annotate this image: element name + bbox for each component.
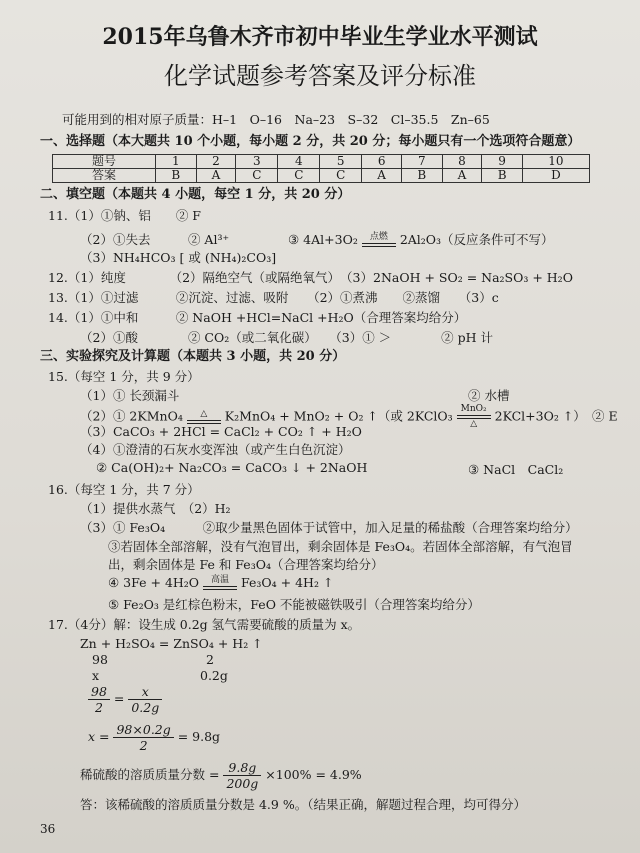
question-number-cell: 5 xyxy=(320,155,362,169)
answer-cell: A xyxy=(362,169,402,183)
page-subtitle: 化学试题参考答案及评分标准 xyxy=(164,62,476,90)
q11-2a: （2）①失去 ② Al³⁺ xyxy=(80,232,230,247)
denominator: 2 xyxy=(139,738,148,753)
fraction-solve xyxy=(113,722,173,753)
q15-1b: ② 水槽 xyxy=(468,388,510,403)
q11-1: 11.（1）①钠、铝 ② F xyxy=(48,208,201,223)
q15-4a: （4）①澄清的石灰水变浑浊（或产生白色沉淀） xyxy=(80,442,351,457)
q15-4c: ③ NaCl CaCl₂ xyxy=(468,462,564,477)
answer-cell: B xyxy=(482,169,522,183)
q15-2a: （2）① 2KMnO₄ xyxy=(80,408,183,424)
question-number-cell: 3 xyxy=(236,155,278,169)
page-title: 2015年乌鲁木齐市初中毕业生学业水平测试 xyxy=(102,24,538,50)
question-number-cell: 9 xyxy=(482,155,522,169)
question-number-cell: 4 xyxy=(278,155,320,169)
x-result: = 9.8g xyxy=(177,729,221,744)
reaction-condition xyxy=(187,410,221,425)
answer-table xyxy=(52,154,590,183)
q17-proportion: $\frac{98}{2}$ = $\frac{x}{0.2g}$ xyxy=(88,684,162,715)
condition-heat: △ xyxy=(470,419,478,429)
q17-98: 98 xyxy=(92,652,108,667)
denominator: 0.2g xyxy=(131,700,160,715)
question-number-cell: 10 xyxy=(522,155,589,169)
q16-head: 16.（每空 1 分，共 7 分） xyxy=(48,482,200,497)
q12: 12.（1）纯度 （2）隔绝空气（或隔绝氧气） （3）2NaOH + SO₂ = Na₂SO₃ + H₂O xyxy=(48,270,573,285)
question-number-cell: 7 xyxy=(402,155,442,169)
reaction-condition xyxy=(203,576,237,591)
denominator: 2 xyxy=(94,700,103,715)
answer-cell: D xyxy=(522,169,589,183)
condition-label: 点燃 xyxy=(369,232,388,242)
q17-solve xyxy=(88,722,220,753)
condition-label: 高温 xyxy=(211,575,230,585)
q15-2c: 2KCl+3O₂ ↑） ② E xyxy=(494,408,618,424)
q14-1: 14.（1）①中和 ② NaOH +HCl=NaCl +H₂O（合理答案均给分） xyxy=(48,310,467,325)
fraction-98-2 xyxy=(88,684,110,715)
q11-3: （3）NH₄HCO₃ [ 或 (NH₄)₂CO₃] xyxy=(80,250,277,265)
q11-2c: 2Al₂O₃（反应条件可不写） xyxy=(399,232,554,247)
q11-2b: ③ 4Al+3O₂ xyxy=(288,232,358,247)
row-label-answer: 答案 xyxy=(53,169,156,183)
q11-2-equation xyxy=(288,232,554,248)
q17-head: 17.（4分）解：设生成 0.2g 氢气需要硫酸的质量为 x。 xyxy=(48,617,361,632)
answer-cell: C xyxy=(278,169,320,183)
reaction-condition xyxy=(362,233,396,248)
row-label-number: 题号 xyxy=(53,155,156,169)
q14-2: （2）①酸 ② CO₂（或二氧化碳） （3）① ＞ ② pH 计 xyxy=(80,330,494,345)
question-number-cell: 2 xyxy=(196,155,236,169)
x-equals: x = xyxy=(88,729,110,744)
answer-cell: A xyxy=(442,169,482,183)
q15-1a: （1）① 长颈漏斗 xyxy=(80,388,180,403)
q15-3: （3）CaCO₃ + 2HCl = CaCl₂ + CO₂ ↑ + H₂O xyxy=(80,424,362,439)
numerator: 98×0.2g xyxy=(113,722,173,738)
q16-1: （1）提供水蒸气 （2）H₂ xyxy=(80,501,231,516)
numerator: x xyxy=(128,684,162,700)
q17-answer: 答：该稀硫酸的溶质质量分数是 4.9 %。（结果正确，解题过程合理，均可得分） xyxy=(80,797,526,812)
condition-catalyst: MnO₂ xyxy=(460,404,487,414)
answer-cell: C xyxy=(320,169,362,183)
atomic-masses: 可能用到的相对原子质量：H–1 O–16 Na–23 S–32 Cl–35.5 Zn–65 xyxy=(62,112,490,127)
section2-heading: 二、填空题（本题共 4 小题，每空 1 分，共 20 分） xyxy=(40,187,351,202)
numerator: 9.8g xyxy=(223,760,261,776)
page-number: 36 xyxy=(40,822,56,836)
q16-3a: （3）① Fe₃O₄ ②取少量黑色固体于试管中，加入足量的稀盐酸（合理答案均给分） xyxy=(80,520,578,535)
q15-head: 15.（每空 1 分，共 9 分） xyxy=(48,369,200,384)
q17-equation: Zn + H₂SO₄ = ZnSO₄ + H₂ ↑ xyxy=(80,636,263,651)
reaction-condition-2 xyxy=(457,405,491,429)
condition-label: △ xyxy=(200,408,208,419)
q15-2b: K₂MnO₄ + MnO₂ + O₂ ↑（或 2KClO₃ xyxy=(224,408,453,424)
answer-table-number-row xyxy=(53,155,590,169)
q17-02g: 0.2g xyxy=(200,668,228,683)
question-number-cell: 8 xyxy=(442,155,482,169)
q16-3d-equation xyxy=(108,575,333,591)
q16-3d1: ④ 3Fe + 4H₂O xyxy=(108,575,200,590)
fraction-mass xyxy=(223,760,261,791)
q16-3c: 出，剩余固体是 Fe 和 Fe₃O₄（合理答案均给分） xyxy=(108,557,384,572)
denominator: 200g xyxy=(226,776,259,791)
answer-cell: A xyxy=(196,169,236,183)
answer-cell: B xyxy=(156,169,196,183)
numerator: 98 xyxy=(88,684,110,700)
question-number-cell: 6 xyxy=(362,155,402,169)
section1-heading: 一、选择题（本大题共 10 个小题，每小题 2 分，共 20 分；每小题只有一个选项符合题意） xyxy=(40,134,581,149)
answer-cell: C xyxy=(236,169,278,183)
question-number-cell: 1 xyxy=(156,155,196,169)
answer-table-answer-row xyxy=(53,169,590,183)
fraction-x-02g xyxy=(128,684,162,715)
mass-fraction-label: 稀硫酸的溶质质量分数 = xyxy=(80,767,220,782)
answer-cell: B xyxy=(402,169,442,183)
q17-2: 2 xyxy=(206,652,214,667)
mass-fraction-result: ×100% = 4.9% xyxy=(265,767,362,782)
q16-3b: ③若固体全部溶解，没有气泡冒出，剩余固体是 Fe₃O₄。若固体全部溶解，有气泡冒 xyxy=(108,539,573,554)
q17-x: x xyxy=(92,668,100,683)
q16-3d2: Fe₃O₄ + 4H₂ ↑ xyxy=(241,575,334,590)
q15-4b: ② Ca(OH)₂+ Na₂CO₃ = CaCO₃ ↓ + 2NaOH xyxy=(96,460,368,475)
section3-heading: 三、实验探究及计算题（本题共 3 小题，共 20 分） xyxy=(40,349,346,364)
q17-mass-fraction xyxy=(80,760,362,791)
q13: 13.（1）①过滤 ②沉淀、过滤、吸附 （2）①煮沸 ②蒸馏 （3）c xyxy=(48,290,499,305)
q16-3e: ⑤ Fe₂O₃ 是红棕色粉末，FeO 不能被磁铁吸引（合理答案均给分） xyxy=(108,597,480,612)
